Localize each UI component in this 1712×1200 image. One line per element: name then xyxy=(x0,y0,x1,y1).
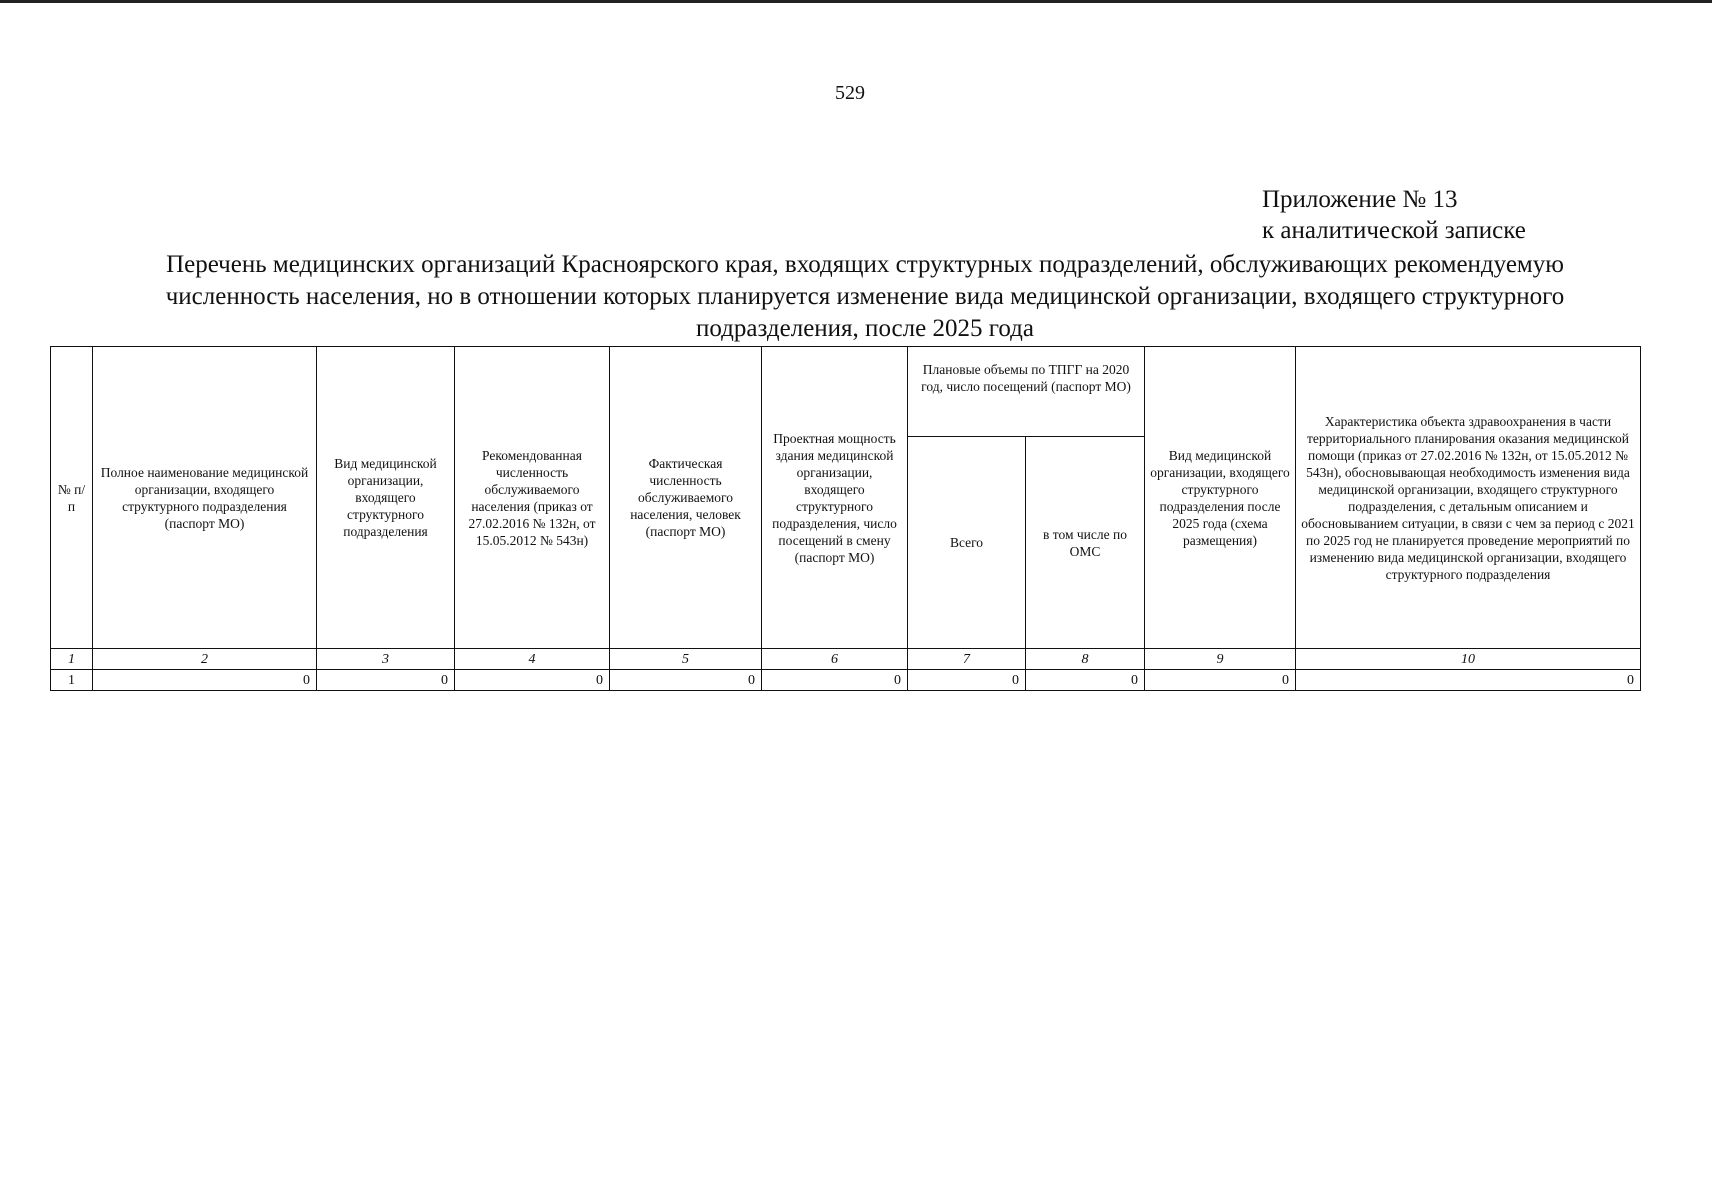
header-visits-oms: в том числе по ОМС xyxy=(1026,437,1145,649)
table-row xyxy=(51,670,1641,691)
appendix-reference: к аналитической записке xyxy=(1262,217,1526,244)
table-cell: 0 xyxy=(908,670,1026,691)
table-cell: 0 xyxy=(610,670,762,691)
table-cell: 0 xyxy=(455,670,610,691)
column-number: 3 xyxy=(317,649,455,670)
header-actual-population: Фактическая численность обслуживаемого населения, человек (паспорт МО) xyxy=(610,347,762,649)
header-type-after-2025: Вид медицинской организации, входящего структурного подразделения после 2025 года (схема размещения) xyxy=(1145,347,1296,649)
table-cell: 0 xyxy=(1145,670,1296,691)
column-number: 2 xyxy=(93,649,317,670)
table-cell: 1 xyxy=(51,670,93,691)
column-number: 5 xyxy=(610,649,762,670)
header-design-capacity: Проектная мощность здания медицинской организации, входящего структурного подразделения, число посещений в смену (паспорт МО) xyxy=(762,347,908,649)
header-recommended-population: Рекомендованная численность обслуживаемого населения (приказ от 27.02.2016 № 132н, от 15.05.2012 № 543н) xyxy=(455,347,610,649)
table-cell: 0 xyxy=(1296,670,1641,691)
appendix-number: Приложение № 13 xyxy=(1262,186,1458,213)
column-number: 10 xyxy=(1296,649,1641,670)
column-number: 7 xyxy=(908,649,1026,670)
table-cell: 0 xyxy=(762,670,908,691)
header-index: № п/п xyxy=(51,347,93,649)
document-title: Перечень медицинских организаций Красноярского края, входящих структурных подразделений, обслуживающих рекомендуемую численность населения, но в отношении которых планируется изменение вида медицинской организации, входящего структурного подразделения, после 2025 года xyxy=(165,251,1565,342)
appendix-block xyxy=(1262,184,1526,246)
column-number: 1 xyxy=(51,649,93,670)
page-number: 529 xyxy=(835,82,865,104)
column-number: 4 xyxy=(455,649,610,670)
table-cell: 0 xyxy=(93,670,317,691)
header-planned-volumes: Плановые объемы по ТПГГ на 2020 год, число посещений (паспорт МО) xyxy=(908,347,1145,437)
header-org-type: Вид медицинской организации, входящего структурного подразделения xyxy=(317,347,455,649)
header-org-name: Полное наименование медицинской организации, входящего структурного подразделения (паспорт МО) xyxy=(93,347,317,649)
organizations-table xyxy=(50,346,1641,691)
table-container xyxy=(50,346,1641,691)
header-characteristics: Характеристика объекта здравоохранения в части территориального планирования оказания медицинской помощи (приказ от 27.02.2016 № 132н, от 15.05.2012 № 543н), обосновывающая необходимость изменения вида медицинской организации, входящего структурного подразделения, с детальным описанием и обосновыванием ситуации, в связи с чем за период с 2021 по 2025 год не планируется проведение мероприятий по изменению вида медицинской организации, входящего структурного подразделения xyxy=(1296,347,1641,649)
header-visits-total: Всего xyxy=(908,437,1026,649)
column-number: 8 xyxy=(1026,649,1145,670)
header-row-1 xyxy=(51,347,1641,437)
column-number: 9 xyxy=(1145,649,1296,670)
column-number: 6 xyxy=(762,649,908,670)
page-top-rule xyxy=(0,0,1712,3)
table-cell: 0 xyxy=(317,670,455,691)
column-number-row xyxy=(51,649,1641,670)
table-cell: 0 xyxy=(1026,670,1145,691)
